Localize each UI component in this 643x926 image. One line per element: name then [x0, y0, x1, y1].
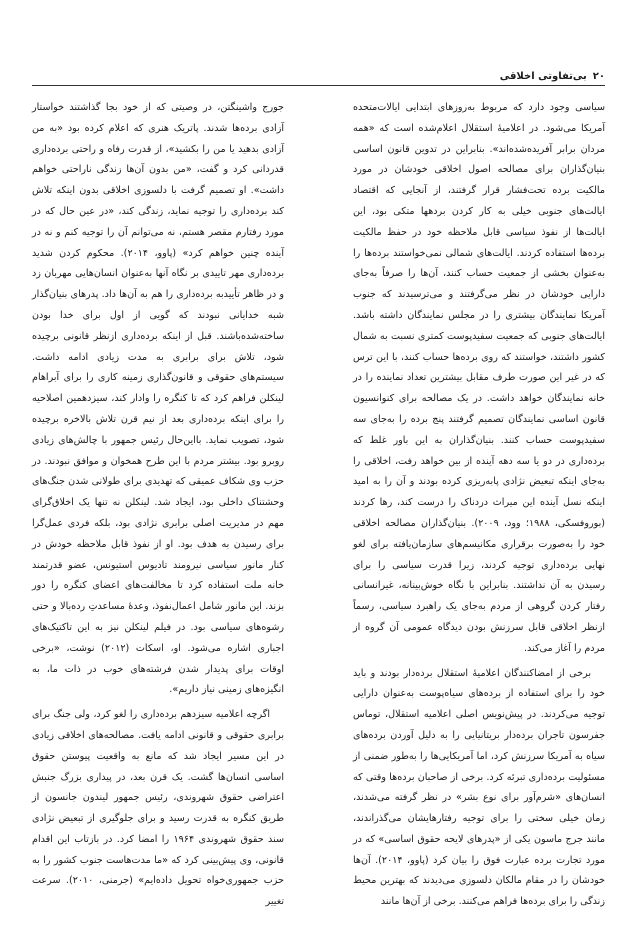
right-column: [353, 98, 605, 913]
page-number: ۲۰: [592, 71, 605, 82]
paragraph: اگرچه اعلامیه سیزدهم برده‌داری را لغو کرد، ولی جنگ برای برابری حقوقی و قانونی ادامه یافت. مصالحه‌های اخلاقی زیادی در این مسیر ایجاد شد که مانع به واقعیت پیوستن حقوق اساسی انسان‌ها گشت. یک قرن بعد، در پیداری بزرگ جنبش اعتراضی حقوق شهروندی، رئیس جمهور لیندون جانسون از طریق کنگره به قدرت رسید و برای جلوگیری از تبعیض نژادی سند حقوق شهروندی ۱۹۶۴ را امضا کرد. در بازتاب این اقدام قانونی، وی پیش‌بینی کرد که «ما مدت‌هاست جنوب کشور را به حزب جمهوری‌خواه تحویل داده‌ایم» (جرمنی، ۲۰۱۰). سرعت تغییر: [32, 709, 285, 908]
running-header: [32, 66, 605, 86]
running-title: بی‌تفاوتی اخلاقی: [499, 71, 587, 82]
left-column: [32, 98, 284, 913]
paragraph: برخی از امضاکنندگان اعلامیهٔ استقلال برده‌دار بودند و باید خود را برای استفاده از برده‌های سیاه‌پوست به‌عنوان دارایی توجیه می‌کردند. در پیش‌نویس اصلی اعلامیه استقلال، توماس جفرسون تاجران برده‌دار بریتانیایی را به دلیل آوردن برده‌های سیاه به آمریکا سرزنش کرد، اما آمریکایی‌ها را به‌طور ضمنی از مسئولیت برده‌داری تبرئه کرد. برخی از صاحبان برده‌ها وقتی که انسان‌های «شرم‌آور برای نوع بشر» در نظر گرفته می‌شدند، زمان خیلی سختی را برای توجیه رفتارهایشان می‌گذراندند، مانند جرج ماسون یکی از «پدرهای لایحه حقوق اساسی» که در مورد تجارت برده عبارت فوق را بیان کرد (پاوو، ۲۰۱۴). آن‌ها خودشان را در مقام مالکان دلسوزی می‌دیدند که بهترین محیط زندگی را برای برده‌ها فراهم می‌کنند. برخی از آن‌ها مانند: [353, 667, 605, 908]
paragraph: سیاسی وجود دارد که مربوط به‌روزهای ابتدایی ایالات‌متحده آمریکا می‌شود. در اعلامیهٔ استقلال اعلام‌شده است که «همه مردان برابر آفریده‌شده‌اند». بنابراین در تدوین قانون اساسی بنیان‌گذاران برای مصالحه اصول اخلاقی خودشان در مورد مالکیت برده تحت‌فشار قرار گرفتند، از آنجایی که اقتصاد ایالت‌های جنوبی خیلی به کار کردن بردهها متکی بود، این ایالت‌ها از نفوذ سیاسی قابل ملاحظه خود در حفظ مالکیت برده‌ها استفاده کردند. ایالت‌های شمالی نمی‌خواستند برده‌ها را به‌عنوان بخشی از جمعیت حساب کنند، آن‌ها را صرفاً به‌جای دارایی خودشان در نظر می‌گرفتند و می‌ترسیدند که جنوب آمریکا نمایندگان بیشتری را در مجلس نمایندگان داشته باشد. ایالت‌های جنوبی که جمعیت سفیدپوست کمتری نسبت به شمال کشور داشتند، خواستند که روی برده‌ها حساب کنند، با این ترس که در غیر این صورت طرف مقابل بیشترین تعداد نماینده را در خانه نمایندگان خواهد داشت. در یک مصالحه برای کنوانسیون قانون اساسی نمایندگان تصمیم گرفتند پنج برده را به‌جای سه سفیدپوست حساب کنند. بنیان‌گذاران به این باور غلط که برده‌داری در دو یا سه دهه آینده از بین خواهد رفت، اخلاقی را به‌جای اینکه تبعیض نژادی پابه‌ریزی کرده بودند و آن را به امید اینکه نسل آینده این میراث دردناک را درست کند، رها کردند (بوروفسکی، ۱۹۸۸؛ وود، ۲۰۰۹). بنیان‌گذاران مصالحه اخلاقی خود را به‌صورت برقراری مکانیسم‌های سازمان‌یافته برای لغو نهایی برده‌داری توجیه کردند، زیرا قدرت سیاسی را برای رسیدن به آن نداشتند. بنابراین با نگاه خوش‌بینانه، غیرانسانی رفتار کردن گروهی از مردم به‌جای یک راهبرد سیاسی، رسماً ازنظر اخلاقی قابل سرزنش بودن دیدگاه عمومی آن گروه از مردم را آغاز می‌کند.: [353, 102, 605, 654]
paragraph: جورج واشینگتن، در وصیتی که از خود بجا گذاشتند خواستار آزادی برده‌ها شدند. پاتریک هنری که اعلام کرده بود «به من آزادی بدهید یا من را بکشید»، از قدرت رفاه و راحتی برده‌داری قدردانی کرد و گفت، «من بدون آن‌ها زندگی ناراحتی خواهم داشت». او تصمیم گرفت با دلسوزی اخلاقی بدون اینکه تلاش کند برده‌داری را توجیه نماید، زندگی کند، «در عین حال که در مورد رفتارم مقصر هستم، نه می‌توانم آن را توجیه کنم و نه در آینده چنین خواهم کرد» (پاوو، ۲۰۱۴). محکوم کردن شدید برده‌داری مهر تاییدی بر نگاه آنها به‌عنوان انسان‌هایی مهربان زد و در ظاهر تأییدبه برده‌داری را هم به آن‌ها داد. پدرهای بنیان‌گذار شبه خدایانی نبودند که گویی از اول برای خدا بودن ساخته‌شده‌باشند. قبل از اینکه برده‌داری ازنظر قانونی برچیده شود، تلاش برای برابری به مدت زیادی ادامه داشت. سیستم‌های حقوقی و قانون‌گذاری زمینه کاری را برای آبراهام لینکلن فراهم کرد که تا کنگره را وادار کند، سیزدهمین اصلاحیه را برای اینکه برده‌داری بعد از نیم قرن تلاش بالاخره برچیده شود، تصویب نماید. بااین‌حال رئیس جمهور با چالش‌های زیادی روبرو بود. بیشتر مردم با این طرح همخوان و موافق نبودند. در حزب وی شکاف عمیقی که تهدیدی برای طولانی شدن جنگ‌های وحشتناک داخلی بود، ایجاد شد. لینکلن نه تنها یک اخلاق‌گرای مهم در مدیریت اصلی برابری نژادی بود، بلکه فردی عمل‌گرا برای رسیدن به هدف بود. او از نفوذ قابل ملاحظه خودش در کنار مانور سیاسی نیرومند تادیوس استیونس، عضو قدرتمند خانه ملت استفاده کرد تا مخالفت‌های اعضای کنگره را دور بزند. این مانور شامل اعمال‌نفوذ، وعدهٔ مساعدتِ رده‌بالا و حتی رشوه‌های سیاسی بود. در فیلم لینکلن نیز به این تاکتیک‌های اجباری اشاره می‌شود. او، اسکات (۲۰۱۲) نوشت، «برخی اوقات برای پدیدار شدن فرشته‌های خوب در ذات ما، به انگیزه‌های زمینی نیاز داریم».: [32, 102, 284, 696]
